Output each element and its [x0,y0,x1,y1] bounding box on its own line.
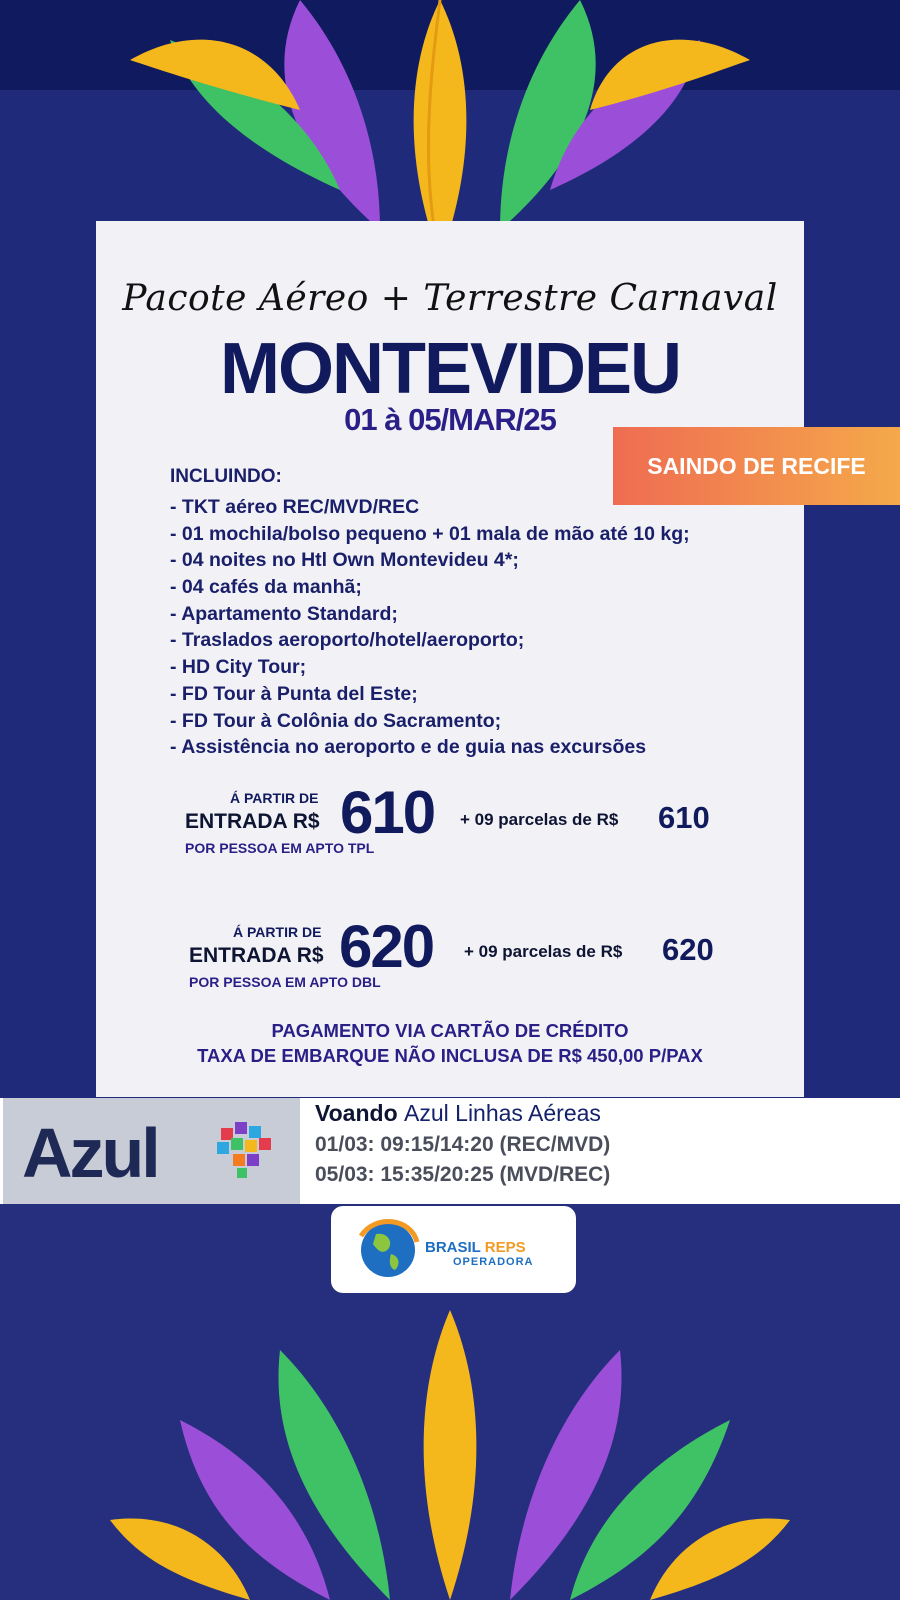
price-entrada-label: ENTRADA R$ [189,944,324,967]
operator-brand-b: REPS [484,1239,526,1256]
price-value: 620 [339,913,434,980]
include-item: - Assistência no aeroporto e de guia nas excursões [170,736,647,759]
operator-sub: OPERADORA [453,1256,534,1268]
include-item: - FD Tour à Colônia do Sacramento; [170,709,502,732]
flight-outbound: 01/03: 09:15/14:20 (REC/MVD) [315,1133,611,1156]
destination-title: MONTEVIDEU [219,329,681,409]
flight-info [315,1098,610,1187]
voando-label: Voando [315,1100,398,1126]
travel-dates: 01 à 05/MAR/25 [344,402,556,437]
include-item: - Traslados aeroporto/hotel/aeroporto; [170,629,525,652]
tax-line: TAXA DE EMBARQUE NÃO INCLUSA DE R$ 450,00 P/PAX [197,1045,703,1066]
operator-brand-a: BRASIL [425,1239,481,1256]
includes-heading: INCLUINDO: [170,466,282,487]
price-parcela-value: 620 [662,932,714,967]
price-entrada-label: ENTRADA R$ [185,810,320,833]
price-parcelas-label: + 09 parcelas de R$ [464,942,623,961]
price-per-person: POR PESSOA EM APTO TPL [185,840,375,856]
include-item: - TKT aéreo REC/MVD/REC [170,496,420,518]
price-from-label: Á PARTIR DE [230,790,319,806]
include-item: - 04 cafés da manhã; [170,576,362,599]
payment-line: PAGAMENTO VIA CARTÃO DE CRÉDITO [271,1020,629,1041]
payment-info [96,1018,804,1068]
price-parcelas-label: + 09 parcelas de R$ [460,810,619,829]
airline-name: Azul Linhas Aéreas [404,1100,601,1126]
airline-logo-text: Azul [22,1114,158,1192]
package-subtitle: Pacote Aéreo + Terrestre Carnaval [122,278,778,319]
flight-airline-line [315,1100,610,1127]
price-value: 610 [340,779,435,846]
departure-badge: SAINDO DE RECIFE [613,427,900,505]
includes-list [170,466,690,761]
include-item: - 04 noites no Htl Own Montevideu 4*; [170,549,519,572]
price-parcela-value: 610 [658,800,710,835]
price-per-person: POR PESSOA EM APTO DBL [189,974,381,990]
include-item: - HD City Tour; [170,656,307,679]
operator-brand [425,1239,526,1256]
price-from-label: Á PARTIR DE [233,924,322,940]
include-item: - FD Tour à Punta del Este; [170,682,418,705]
include-item: - Apartamento Standard; [170,602,398,625]
include-item: - 01 mochila/bolso pequeno + 01 mala de mão até 10 kg; [170,522,690,545]
flight-return: 05/03: 15:35/20:25 (MVD/REC) [315,1163,611,1186]
